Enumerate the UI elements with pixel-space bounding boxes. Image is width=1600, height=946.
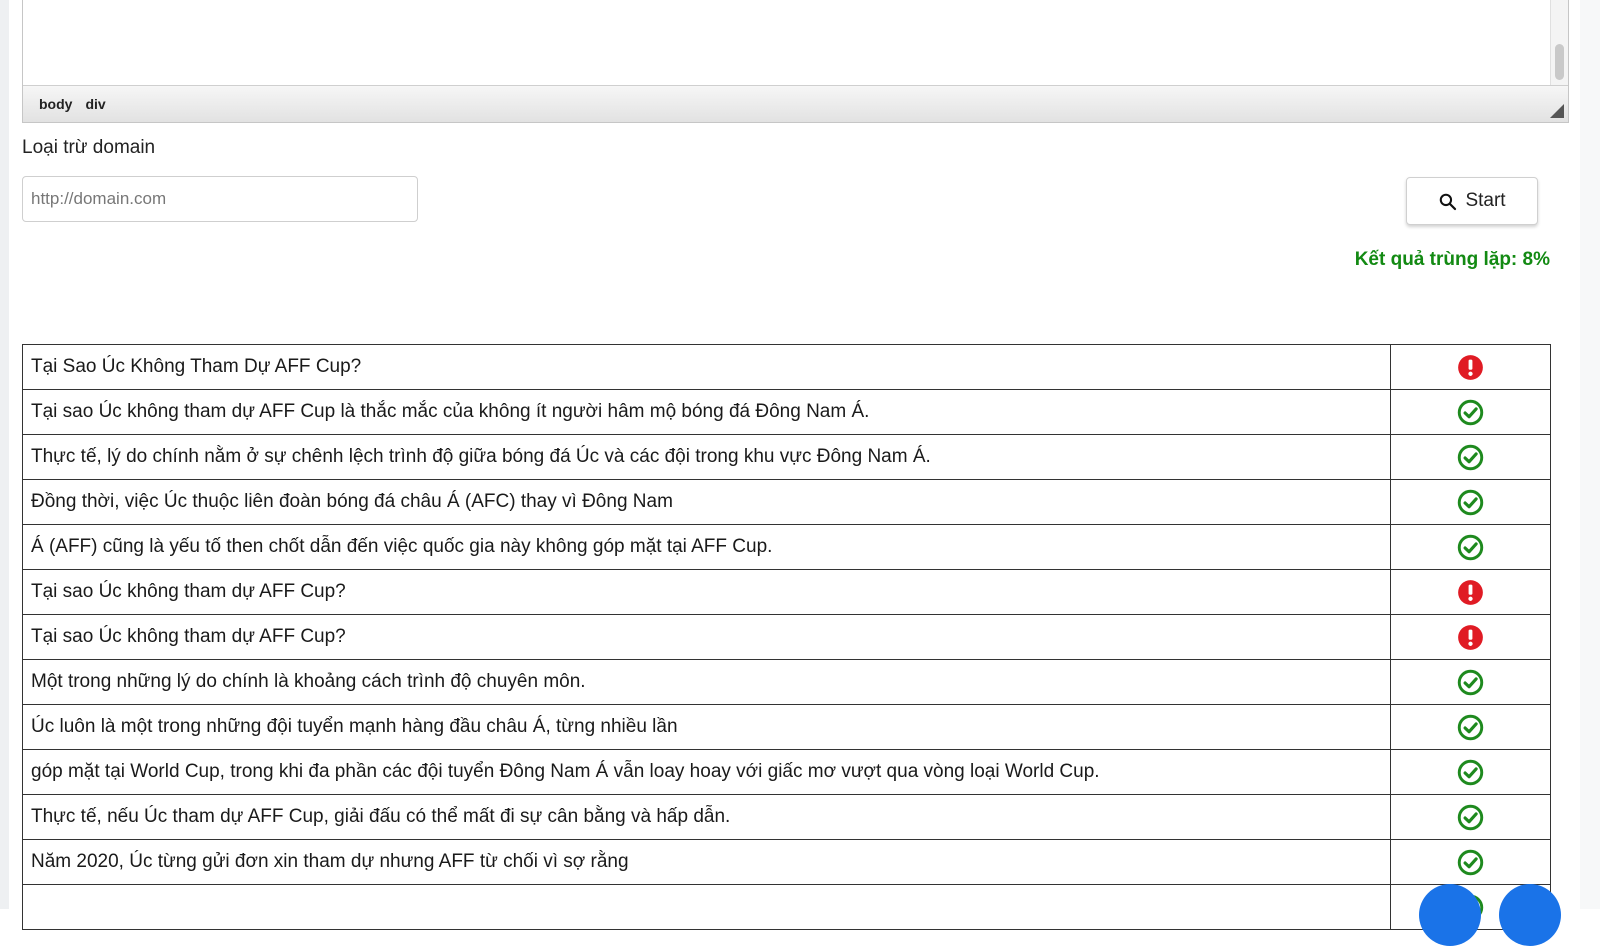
table-row <box>23 795 1551 840</box>
sentence-text: Thực tế, nếu Úc tham dự AFF Cup, giải đấu có thể mất đi sự cân bằng và hấp dẫn. <box>23 795 1391 840</box>
sentence-status <box>1391 390 1551 435</box>
page-right-gutter <box>1580 0 1600 909</box>
sentence-text: Một trong những lý do chính là khoảng cách trình độ chuyên môn. <box>23 660 1391 705</box>
table-row <box>23 345 1551 390</box>
table-row <box>23 840 1551 885</box>
editor-content-area[interactable] <box>23 0 1550 85</box>
check-circle-icon <box>1457 804 1484 831</box>
sentence-status <box>1391 480 1551 525</box>
sentence-text: Năm 2020, Úc từng gửi đơn xin tham dự nhưng AFF từ chối vì sợ rằng <box>23 840 1391 885</box>
sentence-status <box>1391 345 1551 390</box>
check-circle-icon <box>1457 849 1484 876</box>
start-button-label: Start <box>1465 190 1506 211</box>
floating-action-button[interactable] <box>1419 884 1481 946</box>
table-row <box>23 480 1551 525</box>
check-circle-icon <box>1457 759 1484 786</box>
sentence-text: Thực tế, lý do chính nằm ở sự chênh lệch trình độ giữa bóng đá Úc và các đội trong khu vực Đông Nam Á. <box>23 435 1391 480</box>
sentence-status <box>1391 660 1551 705</box>
exclude-domain-label: Loại trừ domain <box>22 137 156 158</box>
sentence-status <box>1391 750 1551 795</box>
check-circle-icon <box>1457 444 1484 471</box>
editor-status-bar <box>23 85 1568 122</box>
sentence-status <box>1391 570 1551 615</box>
sentence-text: Tại Sao Úc Không Tham Dự AFF Cup? <box>23 345 1391 390</box>
page-left-gutter <box>0 0 9 909</box>
element-path-body[interactable]: body <box>39 96 73 112</box>
exclamation-circle-icon[interactable] <box>1457 579 1484 606</box>
search-icon <box>1438 192 1457 211</box>
sentence-text: Tại sao Úc không tham dự AFF Cup? <box>23 615 1391 660</box>
editor-scrollbar[interactable] <box>1550 0 1568 85</box>
editor-scrollbar-thumb[interactable] <box>1555 44 1564 80</box>
sentence-text <box>23 885 1391 930</box>
sentence-text: Đồng thời, việc Úc thuộc liên đoàn bóng đá châu Á (AFC) thay vì Đông Nam <box>23 480 1391 525</box>
sentence-status <box>1391 525 1551 570</box>
element-path-div[interactable]: div <box>85 96 106 112</box>
table-row <box>23 525 1551 570</box>
table-row <box>23 660 1551 705</box>
exclude-domain-input[interactable] <box>22 176 418 222</box>
check-circle-icon <box>1457 489 1484 516</box>
floating-action-button[interactable] <box>1499 884 1561 946</box>
sentence-status <box>1391 615 1551 660</box>
sentence-text: Á (AFF) cũng là yếu tố then chốt dẫn đến việc quốc gia này không góp mặt tại AFF Cup. <box>23 525 1391 570</box>
start-button[interactable] <box>1406 177 1538 225</box>
table-row <box>23 705 1551 750</box>
check-circle-icon <box>1457 534 1484 561</box>
rich-text-editor <box>22 0 1569 123</box>
results-table <box>22 344 1551 930</box>
table-row <box>23 885 1551 930</box>
sentence-text: góp mặt tại World Cup, trong khi đa phần các đội tuyển Đông Nam Á vẫn loay hoay với giấc mơ vượt qua vòng loại World Cup. <box>23 750 1391 795</box>
duplicate-result: Kết quả trùng lặp: 8% <box>1354 249 1550 270</box>
table-row <box>23 435 1551 480</box>
table-row <box>23 570 1551 615</box>
sentence-text: Tại sao Úc không tham dự AFF Cup? <box>23 570 1391 615</box>
sentence-status <box>1391 795 1551 840</box>
check-circle-icon <box>1457 714 1484 741</box>
sentence-text: Úc luôn là một trong những đội tuyển mạnh hàng đầu châu Á, từng nhiều lần <box>23 705 1391 750</box>
check-circle-icon <box>1457 669 1484 696</box>
element-path <box>39 96 106 112</box>
sentence-status <box>1391 705 1551 750</box>
table-row <box>23 750 1551 795</box>
table-row <box>23 615 1551 660</box>
exclamation-circle-icon[interactable] <box>1457 624 1484 651</box>
exclamation-circle-icon[interactable] <box>1457 354 1484 381</box>
sentence-text: Tại sao Úc không tham dự AFF Cup là thắc mắc của không ít người hâm mộ bóng đá Đông Nam Á. <box>23 390 1391 435</box>
check-circle-icon <box>1457 399 1484 426</box>
table-row <box>23 390 1551 435</box>
sentence-status <box>1391 840 1551 885</box>
resize-grip-icon[interactable] <box>1550 104 1564 118</box>
sentence-status <box>1391 435 1551 480</box>
